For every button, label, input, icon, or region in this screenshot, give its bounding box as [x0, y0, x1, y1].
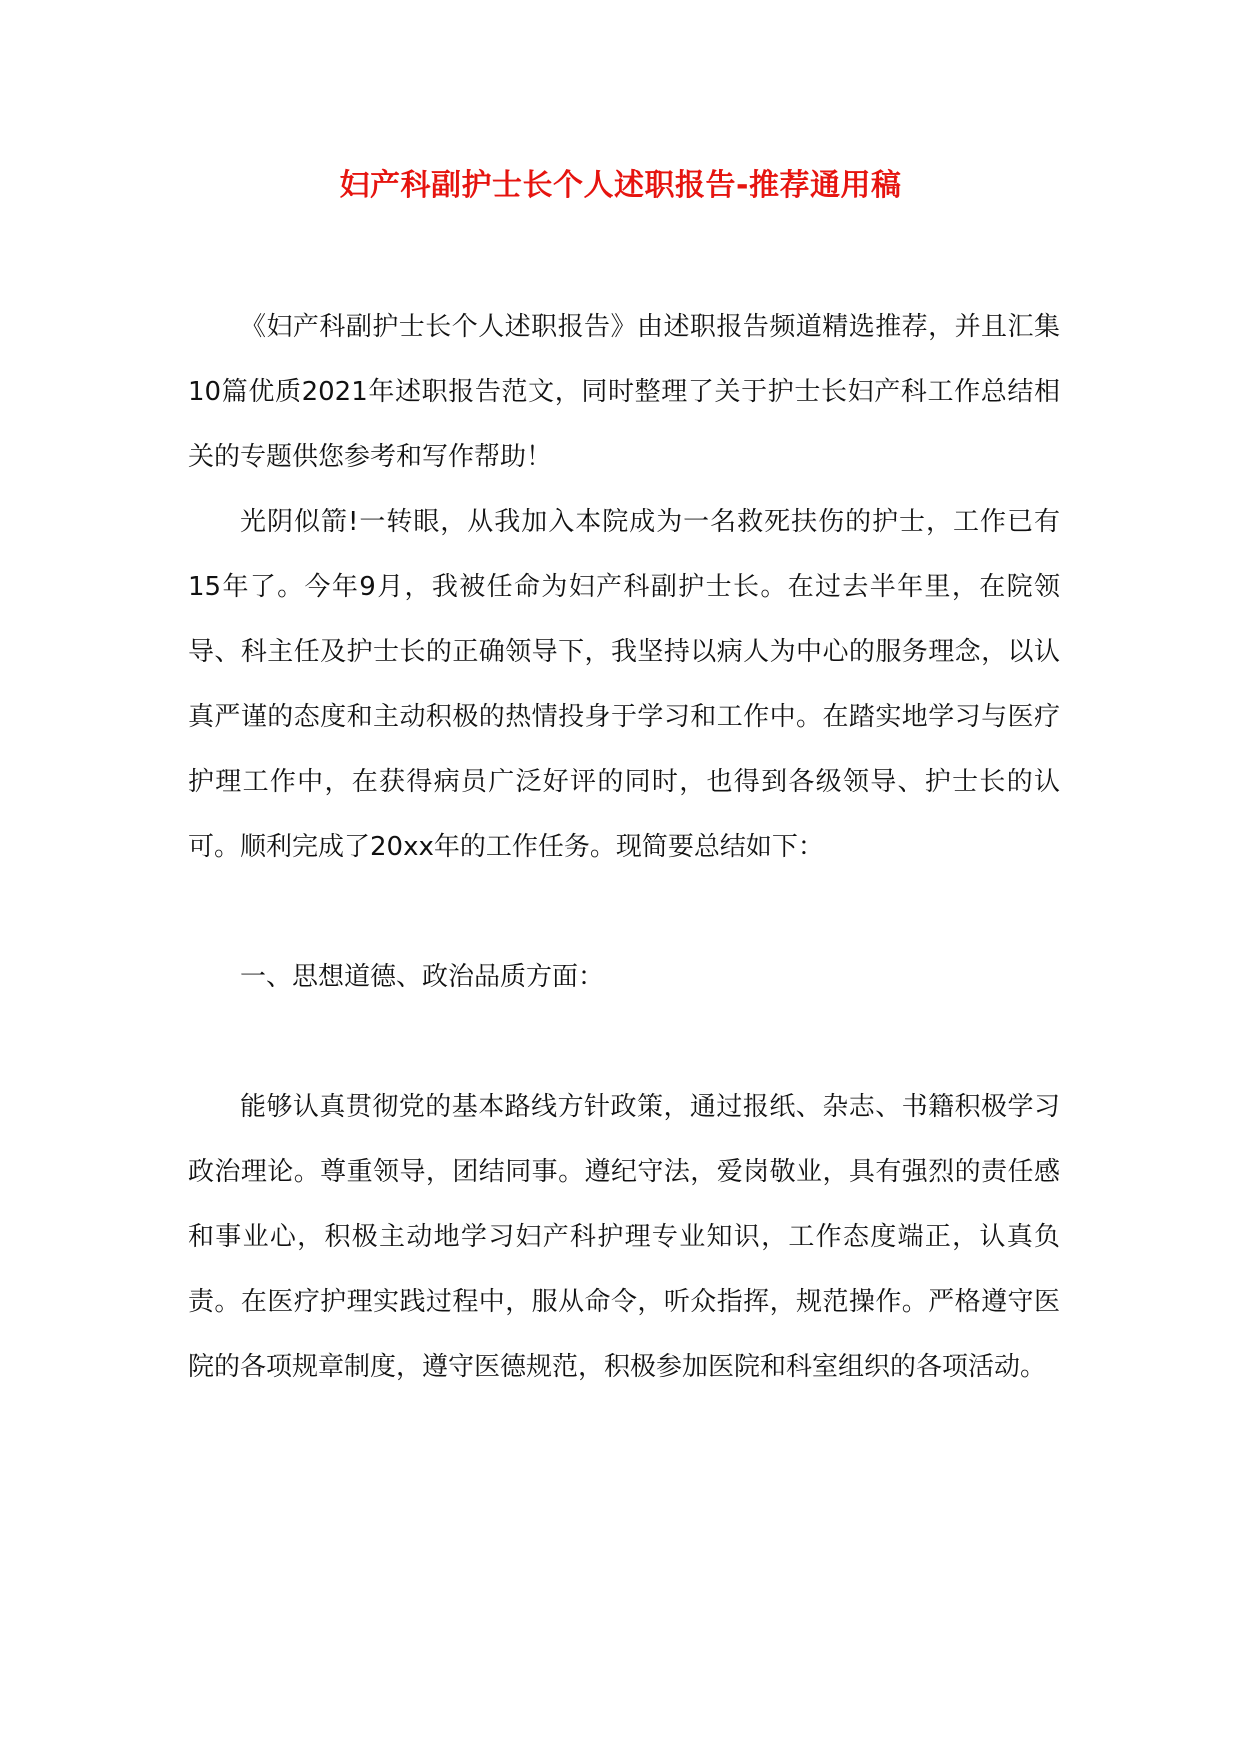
document-body	[188, 295, 1060, 1400]
section-heading: 一、思想道德、政治品质方面：	[240, 962, 605, 992]
intro-paragraph: 《妇产科副护士长个人述职报告》由述职报告频道精选推荐，并且汇集10篇优质2021年述职报告范文，同时整理了关于护士长妇产科工作总结相关的专题供您参考和写作帮助！	[188, 312, 1060, 472]
section-spacer	[188, 880, 1060, 945]
summary-paragraph: 光阴似箭!一转眼，从我加入本院成为一名救死扶伤的护士，工作已有15年了。今年9月，我被任命为妇产科副护士长。在过去半年里，在院领导、科主任及护士长的正确领导下，我坚持以病人为中心的服务理念，以认真严谨的态度和主动积极的热情投身于学习和工作中。在踏实地学习与医疗护理工作中，在获得病员广泛好评的同时，也得到各级领导、护士长的认可。顺利完成了20xx年的工作任务。现简要总结如下：	[188, 507, 1060, 862]
document-title: 妇产科副护士长个人述职报告-推荐通用稿	[339, 168, 902, 203]
section-paragraph: 能够认真贯彻党的基本路线方针政策，通过报纸、杂志、书籍积极学习政治理论。尊重领导，团结同事。遵纪守法，爱岗敬业，具有强烈的责任感和事业心，积极主动地学习妇产科护理专业知识，工作态度端正，认真负责。在医疗护理实践过程中，服从命令，听众指挥，规范操作。严格遵守医院的各项规章制度，遵守医德规范，积极参加医院和科室组织的各项活动。	[188, 1092, 1060, 1382]
section-spacer	[188, 1010, 1060, 1075]
